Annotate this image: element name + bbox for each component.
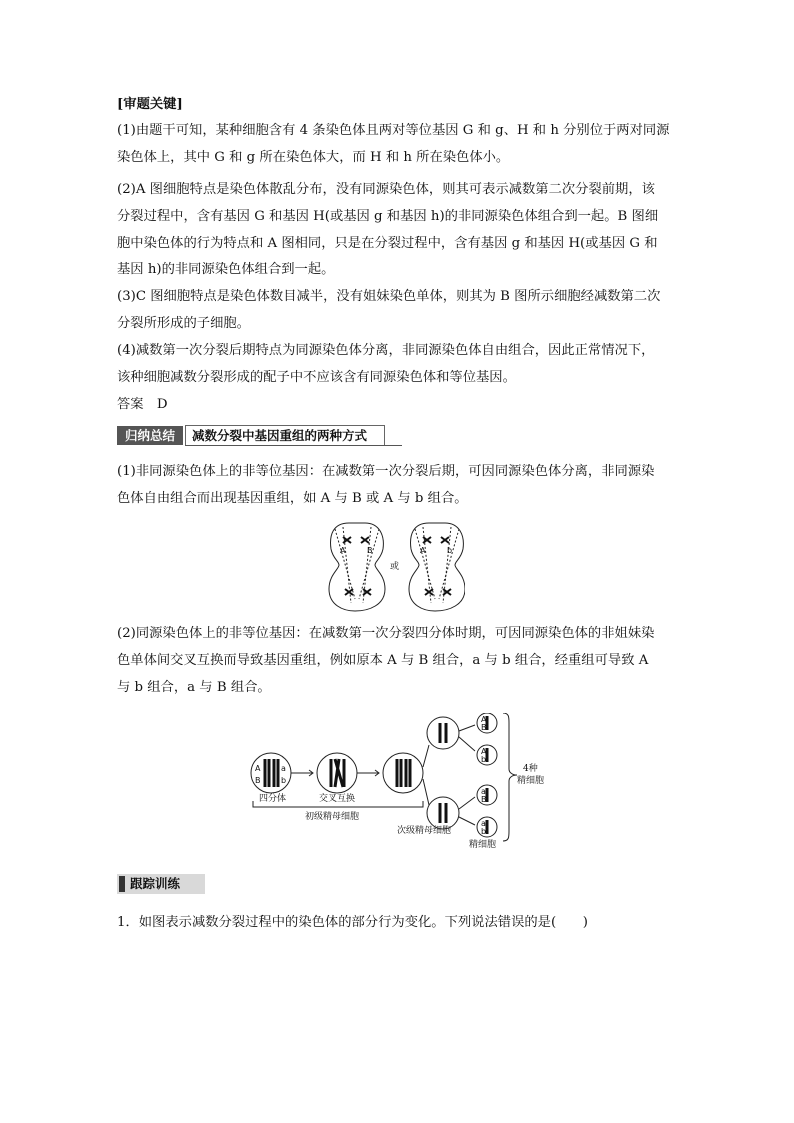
allele-b-s2: b (481, 755, 487, 764)
allele-B-tetrad: B (255, 776, 261, 785)
cell-right (409, 523, 465, 611)
allele-a-s3: a (481, 787, 486, 796)
allele-b-s4: b (481, 827, 487, 836)
allele-B-s1: B (481, 723, 487, 732)
cell-primary (383, 753, 423, 793)
label-sperm: 精细胞 (469, 840, 497, 850)
label-b-right: b (447, 546, 453, 555)
cell-secondary-2 (427, 797, 459, 829)
label-crossover: 交叉互换 (319, 794, 356, 804)
summary-s2-line2: 色单体间交叉互换而导致基因重组，例如原本 A 与 B 组合，a 与 b 组合，经重组可导致 A (117, 653, 649, 668)
analysis-p1-line2: 染色体上，其中 G 和 g 所在染色体大，而 H 和 h 所在染色体小。 (117, 150, 510, 165)
label-tetrad: 四分体 (259, 794, 287, 804)
summary-s1-line1: (1)非同源染色体上的非等位基因：在减数第一次分裂后期，可因同源染色体分离，非同源染 (117, 464, 655, 479)
training-title: 跟踪训练 (130, 876, 181, 891)
summary-s2-line1: (2)同源染色体上的非等位基因：在减数第一次分裂四分体时期，可因同源染色体的非姐妹染 (117, 626, 655, 641)
analysis-p2-line2: 分裂过程中，含有基因 G 和基因 H(或基因 g 和基因 h)的非同源染色体组合到一起。B 图细 (117, 209, 659, 224)
analysis-heading: [审题关键] (117, 97, 183, 112)
allele-B-s3: B (481, 795, 487, 804)
summary-tag: 归纳总结 (117, 426, 183, 445)
cell-secondary-1 (427, 717, 459, 749)
label-primary: 初级精母细胞 (305, 812, 360, 822)
allele-A-s1: A (481, 715, 487, 724)
training-bar-icon (119, 876, 125, 892)
summary-title: 减数分裂中基因重组的两种方式 (185, 425, 385, 445)
sperm-brace (503, 713, 517, 841)
training-title-bar (117, 874, 205, 894)
allele-a-s4: a (481, 819, 486, 828)
cell-tetrad (251, 753, 291, 793)
analysis-p2-line4: 基因 h)的非同源染色体组合到一起。 (117, 262, 335, 277)
analysis-p4-line1: (4)减数第一次分裂后期特点为同源染色体分离，非同源染色体自由组合，因此正常情况下， (117, 343, 655, 358)
label-A-left: A (340, 546, 346, 555)
or-label: 或 (390, 562, 400, 572)
question-1: 1．如图表示减数分裂过程中的染色体的部分行为变化。下列说法错误的是( ) (117, 915, 588, 930)
label-four-kinds-2: 精细胞 (517, 776, 545, 786)
allele-A-s2: A (481, 747, 487, 756)
summary-s1-line2: 色体自由组合而出现基因重组，如 A 与 B 或 A 与 b 组合。 (117, 491, 468, 506)
label-four-kinds-1: 4种 (523, 764, 538, 774)
allele-A-tetrad: A (255, 764, 261, 773)
cell-left (329, 523, 385, 611)
answer-line: 答案 D (117, 397, 168, 412)
analysis-p3-line2: 分裂所形成的子细胞。 (117, 316, 250, 331)
analysis-p3-line1: (3)C 图细胞特点是染色体数目减半，没有姐妹染色单体，则其为 B 图所示细胞经减数第二次 (117, 289, 661, 304)
analysis-p2-line1: (2)A 图细胞特点是染色体散乱分布，没有同源染色体，则其可表示减数第二次分裂前期，该 (117, 182, 655, 197)
independent-assortment-figure (325, 519, 465, 613)
summary-title-bar (117, 425, 402, 446)
label-A-right: A (420, 546, 426, 555)
analysis-p2-line3: 胞中染色体的行为特点和 A 图相同，只是在分裂过程中，含有基因 g 和基因 H(或基因 G 和 (117, 236, 658, 251)
label-secondary: 次级精母细胞 (397, 826, 452, 836)
allele-a-tetrad: a (281, 764, 286, 773)
analysis-p1-line1: (1)由题干可知，某种细胞含有 4 条染色体且两对等位基因 G 和 g、H 和 h 分别位于两对同源 (117, 123, 670, 138)
allele-b-tetrad: b (281, 776, 287, 785)
summary-underline (185, 445, 402, 446)
summary-s2-line3: 与 b 组合，a 与 B 组合。 (117, 680, 271, 695)
analysis-p4-line2: 该种细胞减数分裂形成的配子中不应该含有同源染色体和等位基因。 (117, 370, 516, 385)
crossover-figure (247, 713, 557, 853)
label-B-left: B (367, 546, 373, 555)
